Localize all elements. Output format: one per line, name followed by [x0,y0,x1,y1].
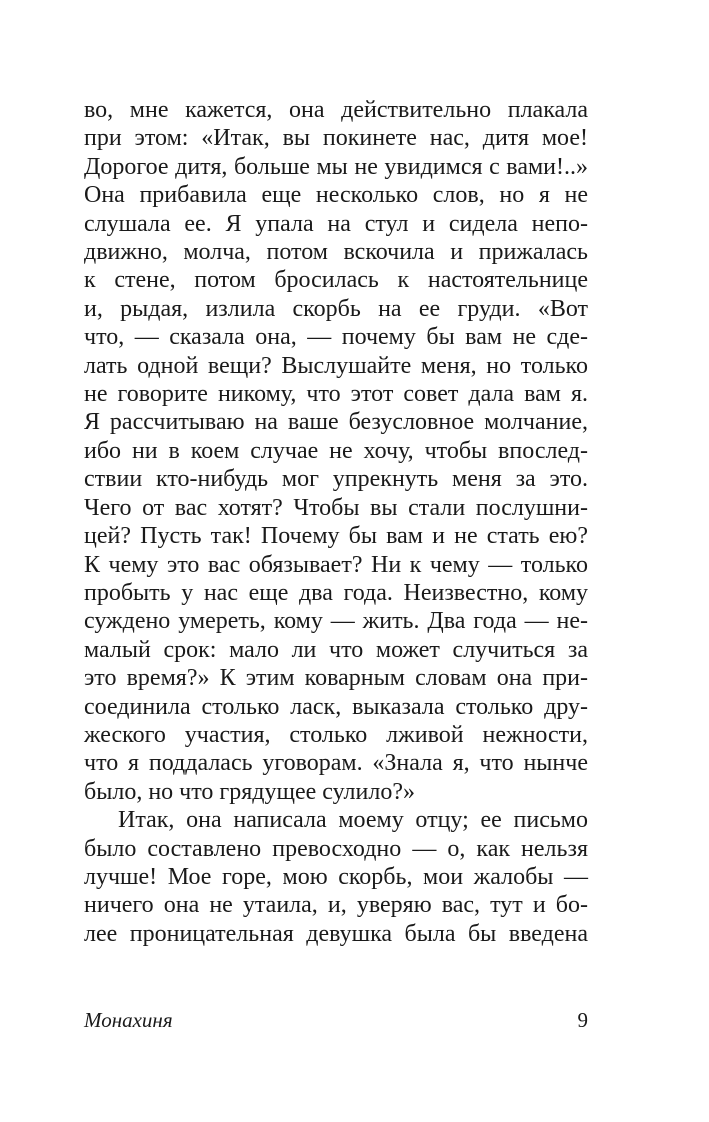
text-line: суждено умереть, кому — жить. Два года — не- [84,608,588,635]
text-line: лее проницательная девушка была бы введена [84,920,588,947]
text-line: ибо ни в коем случае не хочу, чтобы впослед- [84,437,588,464]
text-line: что я поддалась уговорам. «Знала я, что нынче [84,750,588,777]
text-line: движно, молча, потом вскочила и прижалась [84,239,588,266]
paragraph-1 [84,96,588,806]
text-line: Она прибавила еще несколько слов, но я не [84,182,588,209]
text-line: пробыть у нас еще два года. Неизвестно, кому [84,579,588,606]
text-line: лучше! Мое горе, мою скорбь, мои жалобы — [84,863,588,890]
text-line: во, мне кажется, она действительно плакала [84,97,588,123]
text-line: Чего от вас хотят? Чтобы вы стали послушни- [84,494,588,521]
text-line: малый срок: мало ли что может случиться за [84,636,588,663]
page-body [84,96,588,948]
text-line: не говорите никому, что этот совет дала вам я. [84,381,588,408]
text-line: ничего она не утаила, и, уверяю вас, тут и бо- [84,892,588,919]
running-title: Монахиня [84,1008,173,1032]
text-line: соединила столько ласк, выказала столько дру- [84,693,588,720]
text-line: что, — сказала она, — почему бы вам не сде- [84,324,588,351]
page-footer [84,1008,588,1036]
text-line: ствии кто-нибудь мог упрекнуть меня за это. [84,466,588,493]
text-line: Дорогое дитя, больше мы не увидимся с вами!..» [84,153,588,180]
text-line: Итак, она написала моему отцу; ее письмо [118,807,588,834]
text-line: жеского участия, столько лживой нежности, [84,721,588,748]
text-line: цей? Пусть так! Почему бы вам и не стать ею? [84,523,588,550]
text-line: было, но что грядущее сулило?» [84,778,416,805]
text-line: при этом: «Итак, вы покинете нас, дитя мое! [84,125,588,152]
text-line: слушала ее. Я упала на стул и сидела непо- [84,210,588,237]
text-line: и, рыдая, излила скорбь на ее груди. «Вот [84,295,588,322]
text-line: к стене, потом бросилась к настоятельнице [84,267,588,294]
text-line: лать одной вещи? Выслушайте меня, но только [84,352,588,379]
text-line: Я рассчитываю на ваше безусловное молчание, [84,409,588,436]
paragraph-2 [84,806,588,948]
text-line: это время?» К этим коварным словам она при- [84,665,588,692]
page-number: 9 [577,1008,588,1032]
text-line: было составлено превосходно — о, как нельзя [84,835,588,862]
text-line: К чему это вас обязывает? Ни к чему — только [84,551,588,578]
